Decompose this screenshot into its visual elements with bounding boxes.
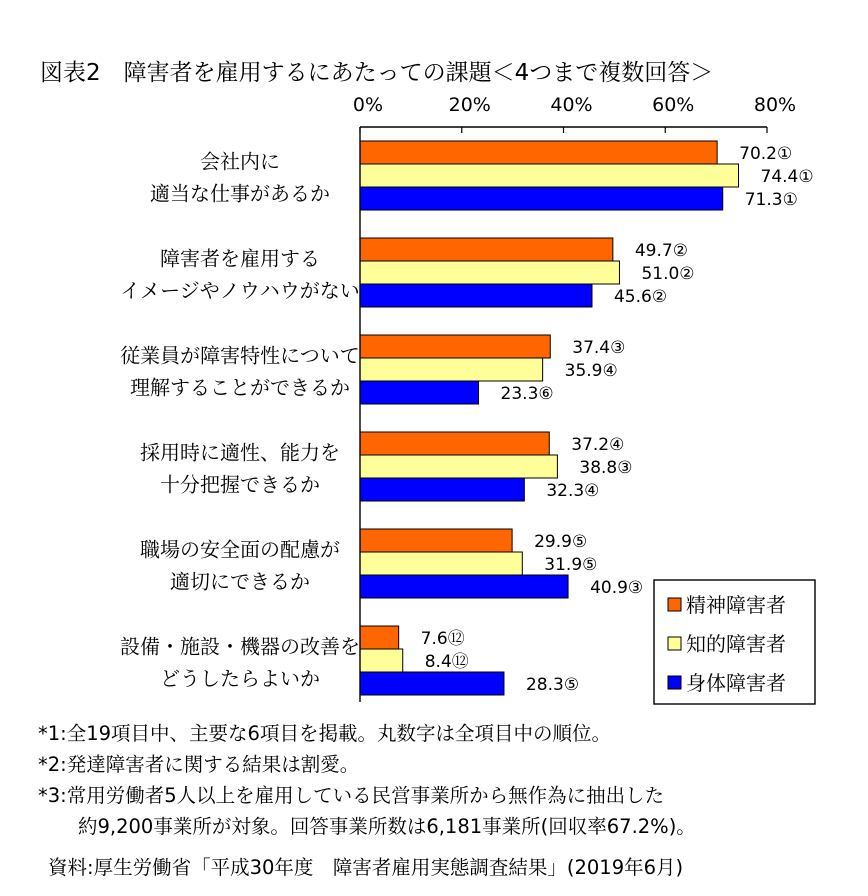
- bar: [360, 187, 723, 210]
- category-label-line: 適当な仕事があるか: [150, 181, 330, 206]
- category-label-line: 十分把握できるか: [160, 472, 320, 497]
- category-label-line: 会社内に: [200, 149, 280, 174]
- bar: [360, 335, 550, 358]
- bar-value-label: 7.6⑫: [420, 629, 465, 649]
- bar: [360, 358, 543, 381]
- legend: [654, 580, 815, 704]
- note-2: *2:発達障害者に関する結果は割愛。: [38, 753, 360, 776]
- legend-swatch: [668, 637, 681, 650]
- legend-swatch: [668, 598, 681, 611]
- bar-value-label: 28.3⑤: [525, 675, 580, 695]
- legend-label: 身体障害者: [686, 671, 786, 695]
- category-label-line: 職場の安全面の配慮が: [140, 537, 340, 562]
- bar: [360, 575, 568, 598]
- bar-value-label: 70.2①: [739, 144, 793, 164]
- bar-value-label: 23.3⑥: [500, 384, 554, 404]
- bar: [360, 238, 613, 261]
- bar: [360, 672, 504, 695]
- category-label-line: 障害者を雇用する: [160, 246, 320, 271]
- x-tick-label: 40%: [550, 94, 593, 116]
- x-tick-label: 60%: [652, 94, 695, 116]
- category-label-line: 設備・施設・機器の改善を: [120, 634, 360, 659]
- source-citation: 資料:厚生労働省「平成30年度 障害者雇用実態調査結果」(2019年6月): [48, 856, 684, 879]
- bar-value-label: 51.0②: [641, 264, 695, 284]
- bar-value-label: 31.9⑤: [544, 555, 598, 575]
- bar-value-label: 38.8③: [579, 458, 633, 478]
- bar: [360, 381, 479, 404]
- category-label: [120, 344, 360, 400]
- bar: [360, 478, 524, 501]
- bar-value-label: 37.4③: [572, 338, 626, 358]
- bar: [360, 529, 512, 552]
- bar: [360, 261, 619, 284]
- legend-label: 精神障害者: [686, 593, 786, 617]
- bar-value-label: 35.9④: [564, 361, 618, 381]
- bar: [360, 164, 739, 187]
- category-label-line: 理解することができるか: [130, 375, 350, 400]
- bar-value-label: 37.2④: [571, 435, 625, 455]
- bar: [360, 432, 549, 455]
- note-1: *1:全19項目中、主要な6項目を掲載。丸数字は全項目中の順位。: [38, 722, 611, 745]
- category-label: [120, 635, 360, 691]
- bar: [360, 284, 592, 307]
- bar-value-label: 40.9③: [590, 578, 644, 598]
- category-label-line: 採用時に適性、能力を: [140, 440, 340, 465]
- category-label: [150, 150, 330, 206]
- bar: [360, 141, 717, 164]
- bar-value-label: 49.7②: [634, 241, 688, 261]
- chart-title: 図表2 障害者を雇用するにあたっての課題＜4つまで複数回答＞: [40, 60, 714, 86]
- x-tick-label: 80%: [753, 94, 797, 116]
- category-label-line: イメージやノウハウがない: [120, 278, 360, 303]
- category-label-line: どうしたらよいか: [160, 666, 320, 691]
- bar-value-label: 32.3④: [546, 481, 600, 501]
- x-tick-label: 0%: [352, 94, 384, 116]
- category-label: [140, 538, 340, 594]
- bar: [360, 649, 403, 672]
- legend-swatch: [668, 676, 681, 689]
- bar-value-label: 74.4①: [760, 167, 814, 187]
- category-label: [140, 441, 340, 497]
- bar: [360, 552, 522, 575]
- bar-value-label: 8.4⑫: [424, 652, 469, 672]
- bar-value-label: 45.6②: [613, 287, 668, 307]
- bar-value-label: 29.9⑤: [534, 532, 588, 552]
- x-tick-label: 20%: [448, 94, 491, 116]
- category-label: [120, 247, 359, 303]
- category-label-line: 適切にできるか: [170, 569, 310, 594]
- bar: [360, 626, 399, 649]
- note-3-continued: 約9,200事業所が対象。回答事業所数は6,181事業所(回収率67.2%)。: [78, 815, 696, 838]
- bar: [360, 455, 557, 478]
- category-label-line: 従業員が障害特性について: [120, 343, 360, 368]
- notes: [38, 718, 858, 842]
- legend-label: 知的障害者: [686, 632, 786, 656]
- bar-value-label: 71.3①: [744, 190, 798, 210]
- note-3: *3:常用労働者5人以上を雇用している民営事業所から無作為に抽出した: [38, 784, 665, 807]
